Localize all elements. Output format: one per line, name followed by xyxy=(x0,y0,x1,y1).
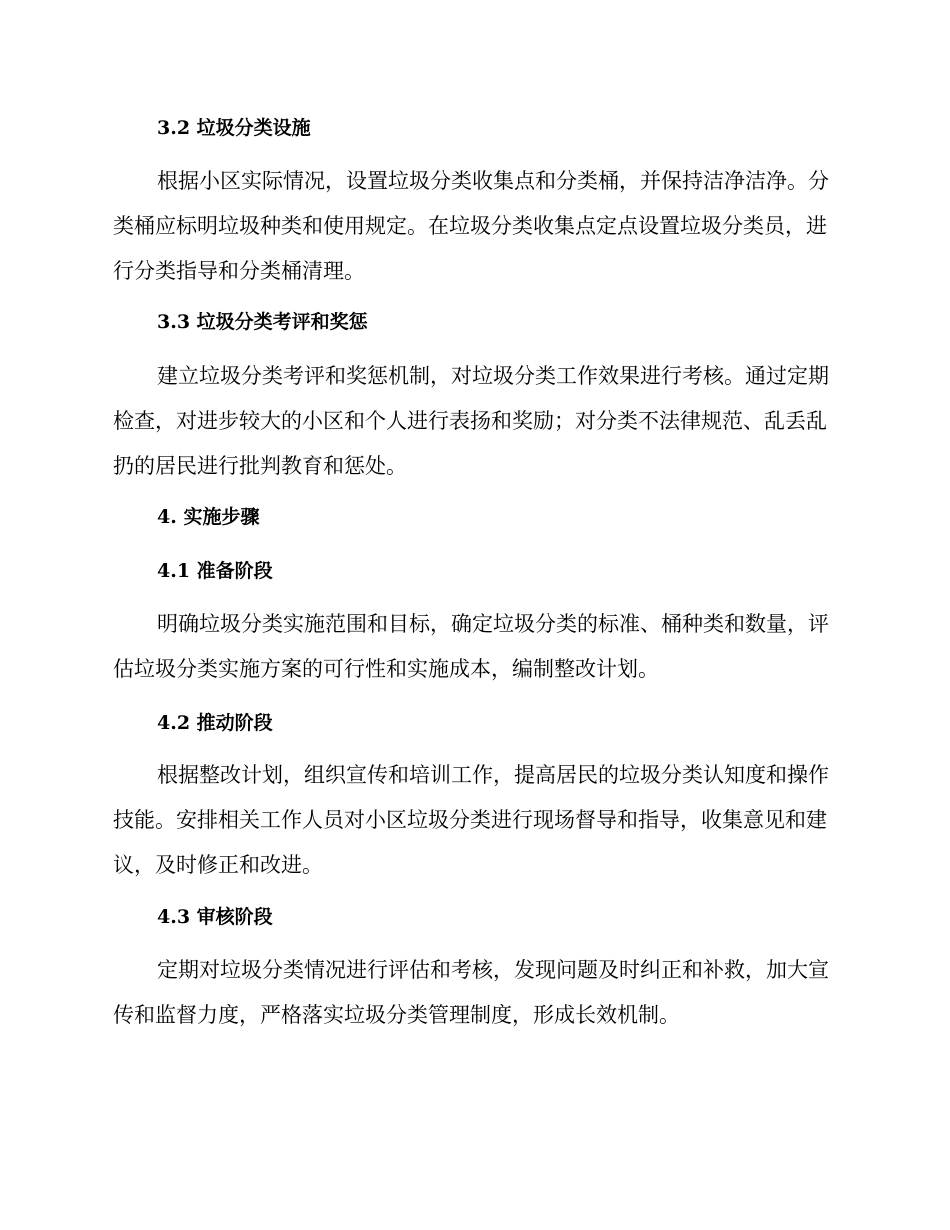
section-heading-3-2: 3.2 垃圾分类设施 xyxy=(157,117,311,139)
section-paragraph-3-2: 根据小区实际情况，设置垃圾分类收集点和分类桶，并保持洁净洁净。分类桶应标明垃圾种类和使用规定。在垃圾分类收集点定点设置垃圾分类员，进行分类指导和分类桶清理。 xyxy=(113,169,829,283)
section-heading-3-3: 3.3 垃圾分类考评和奖惩 xyxy=(157,311,368,333)
section-paragraph-4-3: 定期对垃圾分类情况进行评估和考核，发现问题及时纠正和补救，加大宣传和监督力度，严格落实垃圾分类管理制度，形成长效机制。 xyxy=(113,958,829,1027)
section-paragraph-3-3: 建立垃圾分类考评和奖惩机制，对垃圾分类工作效果进行考核。通过定期检查，对进步较大的小区和个人进行表扬和奖励；对分类不法律规范、乱丢乱扔的居民进行批判教育和惩处。 xyxy=(113,364,829,478)
section-paragraph-4-1: 明确垃圾分类实施范围和目标，确定垃圾分类的标准、桶种类和数量，评估垃圾分类实施方案的可行性和实施成本，编制整改计划。 xyxy=(113,612,829,681)
section-heading-4-2: 4.2 推动阶段 xyxy=(157,712,273,734)
section-heading-4: 4. 实施步骤 xyxy=(157,506,260,528)
section-paragraph-4-2: 根据整改计划，组织宣传和培训工作，提高居民的垃圾分类认知度和操作技能。安排相关工作人员对小区垃圾分类进行现场督导和指导，收集意见和建议，及时修正和改进。 xyxy=(113,763,829,877)
section-heading-4-3: 4.3 审核阶段 xyxy=(157,906,273,928)
section-heading-4-1: 4.1 准备阶段 xyxy=(157,560,273,582)
